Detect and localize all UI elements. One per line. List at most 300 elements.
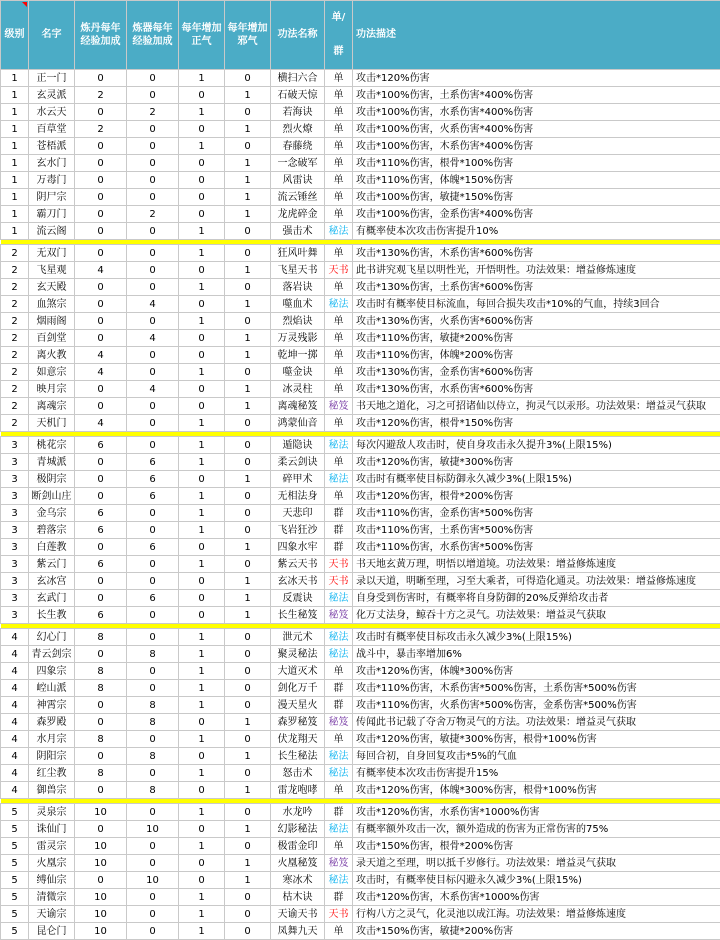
cell-alchemy-exp: 0 <box>75 748 127 765</box>
cell-righteous: 0 <box>179 782 225 799</box>
cell-evil: 1 <box>225 87 271 104</box>
cell-target-type: 群 <box>325 697 353 714</box>
cell-skill-desc: 传闻此书记载了夺舍万物灵气的方法。功法效果：增益灵气获取 <box>353 714 720 731</box>
cell-skill-name: 流云锤丝 <box>271 189 325 206</box>
cell-skill-name: 枯木诀 <box>271 889 325 906</box>
cell-evil: 0 <box>225 923 271 940</box>
cell-righteous: 0 <box>179 296 225 313</box>
cell-level: 3 <box>1 590 29 607</box>
cell-forging-exp: 0 <box>127 765 179 782</box>
cell-level: 3 <box>1 488 29 505</box>
cell-skill-name: 冰灵柱 <box>271 381 325 398</box>
cell-evil: 0 <box>225 804 271 821</box>
cell-skill-name: 鸿蒙仙音 <box>271 415 325 432</box>
cell-skill-name: 泄元术 <box>271 629 325 646</box>
cell-level: 3 <box>1 471 29 488</box>
cell-level: 5 <box>1 855 29 872</box>
cell-evil: 1 <box>225 398 271 415</box>
cell-righteous: 1 <box>179 629 225 646</box>
cell-target-type: 单 <box>325 663 353 680</box>
table-row <box>1 765 720 782</box>
cell-alchemy-exp: 0 <box>75 714 127 731</box>
header-skill-desc: 功法描述 <box>353 1 720 70</box>
cell-forging-exp: 0 <box>127 855 179 872</box>
cell-target-type: 单 <box>325 172 353 189</box>
cell-target-type: 单 <box>325 245 353 262</box>
cell-skill-desc: 攻击*110%伤害，根骨*100%伤害 <box>353 155 720 172</box>
cell-level: 1 <box>1 223 29 240</box>
cell-forging-exp: 0 <box>127 680 179 697</box>
cell-level: 4 <box>1 731 29 748</box>
cell-sect-name: 灵泉宗 <box>29 804 75 821</box>
cell-skill-desc: 攻击*130%伤害，木系伤害*600%伤害 <box>353 245 720 262</box>
cell-sect-name: 红尘教 <box>29 765 75 782</box>
cell-target-type: 秘法 <box>325 437 353 454</box>
cell-forging-exp: 0 <box>127 279 179 296</box>
cell-skill-name: 玄冰天书 <box>271 573 325 590</box>
cell-righteous: 0 <box>179 573 225 590</box>
cell-righteous: 1 <box>179 505 225 522</box>
cell-level: 2 <box>1 347 29 364</box>
cell-level: 5 <box>1 838 29 855</box>
cell-righteous: 1 <box>179 731 225 748</box>
cell-alchemy-exp: 0 <box>75 398 127 415</box>
cell-skill-desc: 攻击*120%伤害，体魄*300%伤害，根骨*100%伤害 <box>353 782 720 799</box>
cell-skill-desc: 攻击*100%伤害，金系伤害*400%伤害 <box>353 206 720 223</box>
cell-skill-desc: 攻击*110%伤害，体魄*200%伤害 <box>353 347 720 364</box>
cell-evil: 1 <box>225 821 271 838</box>
cell-sect-name: 火凰宗 <box>29 855 75 872</box>
cell-skill-name: 乾坤一掷 <box>271 347 325 364</box>
cell-skill-desc: 录以天道，明晰至理，习至大乘者，可得造化通灵。功法效果：增益修炼速度 <box>353 573 720 590</box>
cell-target-type: 群 <box>325 889 353 906</box>
cell-evil: 1 <box>225 347 271 364</box>
cell-skill-name: 狂风叶舞 <box>271 245 325 262</box>
table-row <box>1 279 720 296</box>
table-row <box>1 629 720 646</box>
table-row <box>1 906 720 923</box>
cell-target-type: 单 <box>325 313 353 330</box>
cell-sect-name: 如意宗 <box>29 364 75 381</box>
cell-target-type: 群 <box>325 522 353 539</box>
cell-forging-exp: 0 <box>127 262 179 279</box>
cell-righteous: 0 <box>179 87 225 104</box>
cell-alchemy-exp: 4 <box>75 347 127 364</box>
cell-target-type: 秘法 <box>325 748 353 765</box>
cell-skill-name: 幻影秘法 <box>271 821 325 838</box>
cell-evil: 0 <box>225 731 271 748</box>
header-target-type: 单/群 <box>325 1 353 70</box>
cell-forging-exp: 0 <box>127 629 179 646</box>
cell-level: 4 <box>1 697 29 714</box>
cell-level: 4 <box>1 663 29 680</box>
table-row <box>1 121 720 138</box>
cell-forging-exp: 6 <box>127 488 179 505</box>
cell-target-type: 单 <box>325 364 353 381</box>
cell-righteous: 0 <box>179 471 225 488</box>
cell-skill-name: 飞星天书 <box>271 262 325 279</box>
cell-forging-exp: 8 <box>127 646 179 663</box>
cell-evil: 0 <box>225 556 271 573</box>
cell-alchemy-exp: 4 <box>75 415 127 432</box>
cell-evil: 0 <box>225 646 271 663</box>
cell-alchemy-exp: 8 <box>75 663 127 680</box>
cell-alchemy-exp: 10 <box>75 804 127 821</box>
cell-sect-name: 流云阁 <box>29 223 75 240</box>
cell-alchemy-exp: 8 <box>75 680 127 697</box>
cell-target-type: 单 <box>325 415 353 432</box>
cell-forging-exp: 8 <box>127 697 179 714</box>
cell-evil: 1 <box>225 172 271 189</box>
header-evil: 每年增加邪气 <box>225 1 271 70</box>
cell-evil: 1 <box>225 872 271 889</box>
table-row <box>1 471 720 488</box>
cell-skill-name: 落岩诀 <box>271 279 325 296</box>
cell-righteous: 1 <box>179 697 225 714</box>
table-row <box>1 70 720 87</box>
cell-evil: 1 <box>225 330 271 347</box>
table-row <box>1 296 720 313</box>
cell-evil: 1 <box>225 782 271 799</box>
cell-target-type: 单 <box>325 87 353 104</box>
cell-sect-name: 崆山派 <box>29 680 75 697</box>
table-row <box>1 607 720 624</box>
cell-alchemy-exp: 0 <box>75 646 127 663</box>
cell-alchemy-exp: 0 <box>75 697 127 714</box>
cell-target-type: 群 <box>325 505 353 522</box>
cell-sect-name: 幻心门 <box>29 629 75 646</box>
cell-forging-exp: 2 <box>127 104 179 121</box>
cell-sect-name: 血煞宗 <box>29 296 75 313</box>
table-row <box>1 206 720 223</box>
cell-alchemy-exp: 0 <box>75 138 127 155</box>
cell-righteous: 0 <box>179 330 225 347</box>
cell-righteous: 1 <box>179 279 225 296</box>
table-row <box>1 556 720 573</box>
cell-alchemy-exp: 0 <box>75 872 127 889</box>
cell-skill-name: 紫云天书 <box>271 556 325 573</box>
table-row <box>1 714 720 731</box>
cell-forging-exp: 0 <box>127 245 179 262</box>
cell-skill-desc: 攻击*110%伤害，金系伤害*500%伤害 <box>353 505 720 522</box>
cell-alchemy-exp: 8 <box>75 629 127 646</box>
cell-evil: 1 <box>225 155 271 172</box>
cell-righteous: 0 <box>179 539 225 556</box>
cell-skill-name: 凤舞九天 <box>271 923 325 940</box>
cell-evil: 0 <box>225 663 271 680</box>
cell-righteous: 1 <box>179 646 225 663</box>
cell-sect-name: 烟雨阁 <box>29 313 75 330</box>
table-row <box>1 539 720 556</box>
cell-alchemy-exp: 0 <box>75 155 127 172</box>
cell-alchemy-exp: 0 <box>75 454 127 471</box>
cell-alchemy-exp: 0 <box>75 223 127 240</box>
cell-righteous: 1 <box>179 138 225 155</box>
cell-sect-name: 百剑堂 <box>29 330 75 347</box>
cell-righteous: 0 <box>179 607 225 624</box>
cell-target-type: 秘法 <box>325 629 353 646</box>
table-row <box>1 782 720 799</box>
cell-alchemy-exp: 0 <box>75 471 127 488</box>
cell-alchemy-exp: 0 <box>75 782 127 799</box>
table-row <box>1 923 720 940</box>
cell-skill-name: 天悲印 <box>271 505 325 522</box>
cell-forging-exp: 8 <box>127 782 179 799</box>
cell-alchemy-exp: 6 <box>75 505 127 522</box>
cell-alchemy-exp: 6 <box>75 556 127 573</box>
cell-level: 2 <box>1 415 29 432</box>
cell-target-type: 秘笈 <box>325 398 353 415</box>
cell-level: 1 <box>1 70 29 87</box>
cell-skill-desc: 攻击*110%伤害，木系伤害*500%伤害，土系伤害*500%伤害 <box>353 680 720 697</box>
cell-evil: 1 <box>225 206 271 223</box>
cell-evil: 1 <box>225 262 271 279</box>
cell-evil: 1 <box>225 121 271 138</box>
cell-level: 1 <box>1 121 29 138</box>
cell-target-type: 单 <box>325 838 353 855</box>
cell-forging-exp: 4 <box>127 330 179 347</box>
cell-forging-exp: 8 <box>127 748 179 765</box>
cell-level: 1 <box>1 172 29 189</box>
table-row <box>1 262 720 279</box>
cell-forging-exp: 4 <box>127 381 179 398</box>
cell-alchemy-exp: 0 <box>75 172 127 189</box>
cell-forging-exp: 0 <box>127 731 179 748</box>
table-row <box>1 748 720 765</box>
cell-skill-name: 万灵残影 <box>271 330 325 347</box>
cell-righteous: 0 <box>179 189 225 206</box>
cell-skill-desc: 攻击*120%伤害，敏捷*300%伤害，根骨*100%伤害 <box>353 731 720 748</box>
cell-level: 3 <box>1 607 29 624</box>
cell-target-type: 单 <box>325 381 353 398</box>
cell-target-type: 秘法 <box>325 872 353 889</box>
cell-forging-exp: 0 <box>127 804 179 821</box>
cell-target-type: 单 <box>325 488 353 505</box>
cell-sect-name: 玄武门 <box>29 590 75 607</box>
cell-righteous: 1 <box>179 838 225 855</box>
cell-righteous: 0 <box>179 155 225 172</box>
cell-alchemy-exp: 10 <box>75 838 127 855</box>
cell-target-type: 单 <box>325 454 353 471</box>
cell-level: 3 <box>1 505 29 522</box>
cell-evil: 0 <box>225 437 271 454</box>
cell-skill-name: 若海诀 <box>271 104 325 121</box>
cell-forging-exp: 10 <box>127 872 179 889</box>
table-row <box>1 663 720 680</box>
cell-alchemy-exp: 6 <box>75 607 127 624</box>
cell-level: 5 <box>1 906 29 923</box>
cell-evil: 1 <box>225 590 271 607</box>
cell-skill-desc: 有概率额外攻击一次，额外造成的伤害为正常伤害的75% <box>353 821 720 838</box>
table-row <box>1 889 720 906</box>
cell-target-type: 单 <box>325 155 353 172</box>
cell-level: 2 <box>1 262 29 279</box>
cell-skill-desc: 每次闪避敌人攻击时，使自身攻击永久提升3%(上限15%) <box>353 437 720 454</box>
cell-forging-exp: 0 <box>127 522 179 539</box>
cell-skill-name: 石破天惊 <box>271 87 325 104</box>
cell-evil: 1 <box>225 607 271 624</box>
cell-righteous: 0 <box>179 855 225 872</box>
cell-skill-desc: 书天地玄黄万理，明悟以增道境。功法效果：增益修炼速度 <box>353 556 720 573</box>
cell-skill-desc: 录天道之至理，明以抵千岁修行。功法效果：增益灵气获取 <box>353 855 720 872</box>
cell-skill-desc: 攻击*100%伤害，木系伤害*400%伤害 <box>353 138 720 155</box>
cell-target-type: 秘法 <box>325 765 353 782</box>
cell-alchemy-exp: 0 <box>75 590 127 607</box>
cell-evil: 0 <box>225 488 271 505</box>
table-row <box>1 172 720 189</box>
cell-skill-desc: 攻击*130%伤害，土系伤害*600%伤害 <box>353 279 720 296</box>
cell-sect-name: 玄冰宫 <box>29 573 75 590</box>
cell-skill-desc: 攻击*120%伤害，敏捷*300%伤害 <box>353 454 720 471</box>
cell-level: 3 <box>1 539 29 556</box>
cell-forging-exp: 10 <box>127 821 179 838</box>
cell-level: 2 <box>1 279 29 296</box>
cell-skill-name: 龙虎碎金 <box>271 206 325 223</box>
cell-level: 2 <box>1 330 29 347</box>
table-row <box>1 223 720 240</box>
table-row <box>1 573 720 590</box>
cell-sect-name: 碧落宗 <box>29 522 75 539</box>
cell-sect-name: 青云剑宗 <box>29 646 75 663</box>
cell-forging-exp: 6 <box>127 454 179 471</box>
cell-alchemy-exp: 10 <box>75 889 127 906</box>
cell-target-type: 天书 <box>325 573 353 590</box>
cell-skill-desc: 攻击*150%伤害，根骨*200%伤害 <box>353 838 720 855</box>
cell-level: 1 <box>1 138 29 155</box>
cell-target-type: 天书 <box>325 556 353 573</box>
cell-sect-name: 玄灵派 <box>29 87 75 104</box>
cell-forging-exp: 0 <box>127 906 179 923</box>
table-row <box>1 138 720 155</box>
cell-righteous: 0 <box>179 872 225 889</box>
cell-target-type: 秘笈 <box>325 855 353 872</box>
cell-target-type: 秘笈 <box>325 607 353 624</box>
cell-evil: 0 <box>225 629 271 646</box>
cell-righteous: 0 <box>179 121 225 138</box>
cell-forging-exp: 0 <box>127 347 179 364</box>
cell-sect-name: 离魂宗 <box>29 398 75 415</box>
cell-righteous: 1 <box>179 488 225 505</box>
cell-evil: 1 <box>225 855 271 872</box>
cell-sect-name: 万毒门 <box>29 172 75 189</box>
cell-level: 3 <box>1 556 29 573</box>
cell-alchemy-exp: 10 <box>75 855 127 872</box>
table-row <box>1 697 720 714</box>
cell-level: 4 <box>1 782 29 799</box>
cell-skill-name: 剑化万千 <box>271 680 325 697</box>
cell-skill-name: 聚灵秘法 <box>271 646 325 663</box>
table-row <box>1 646 720 663</box>
cell-evil: 0 <box>225 415 271 432</box>
cell-target-type: 秘法 <box>325 471 353 488</box>
cell-alchemy-exp: 0 <box>75 104 127 121</box>
cell-righteous: 1 <box>179 923 225 940</box>
cell-sect-name: 昆仑门 <box>29 923 75 940</box>
cell-skill-desc: 攻击*100%伤害，火系伤害*400%伤害 <box>353 121 720 138</box>
cell-evil: 0 <box>225 680 271 697</box>
cell-level: 1 <box>1 87 29 104</box>
cell-skill-desc: 攻击*120%伤害，根骨*200%伤害 <box>353 488 720 505</box>
cell-righteous: 0 <box>179 206 225 223</box>
cell-sect-name: 雷灵宗 <box>29 838 75 855</box>
cell-sect-name: 阴尸宗 <box>29 189 75 206</box>
cell-righteous: 0 <box>179 381 225 398</box>
cell-level: 4 <box>1 680 29 697</box>
cell-skill-desc: 攻击*120%伤害，根骨*150%伤害 <box>353 415 720 432</box>
cell-target-type: 单 <box>325 923 353 940</box>
cell-skill-desc: 攻击时有概率使目标流血，每回合损失攻击*10%的气血，持续3回合 <box>353 296 720 313</box>
cell-forging-exp: 0 <box>127 573 179 590</box>
cell-level: 3 <box>1 522 29 539</box>
cell-evil: 0 <box>225 906 271 923</box>
cell-skill-name: 伏龙翔天 <box>271 731 325 748</box>
cell-forging-exp: 6 <box>127 471 179 488</box>
cell-skill-desc: 攻击*120%伤害 <box>353 70 720 87</box>
cell-alchemy-exp: 0 <box>75 330 127 347</box>
cell-skill-desc: 书天地之道化，习之可招诸仙以侍立，拘灵气以汞形。功法效果：增益灵气获取 <box>353 398 720 415</box>
cell-alchemy-exp: 10 <box>75 906 127 923</box>
cell-skill-name: 无相法身 <box>271 488 325 505</box>
cell-target-type: 秘法 <box>325 223 353 240</box>
cell-forging-exp: 0 <box>127 121 179 138</box>
cell-sect-name: 缚仙宗 <box>29 872 75 889</box>
cell-alchemy-exp: 0 <box>75 245 127 262</box>
cell-skill-desc: 攻击*100%伤害，水系伤害*400%伤害 <box>353 104 720 121</box>
cell-alchemy-exp: 0 <box>75 189 127 206</box>
cell-alchemy-exp: 0 <box>75 539 127 556</box>
cell-righteous: 1 <box>179 454 225 471</box>
cell-target-type: 群 <box>325 539 353 556</box>
cell-level: 3 <box>1 573 29 590</box>
cell-sect-name: 桃花宗 <box>29 437 75 454</box>
cell-righteous: 1 <box>179 70 225 87</box>
cell-skill-desc: 攻击*100%伤害，敏捷*150%伤害 <box>353 189 720 206</box>
cell-sect-name: 玄水门 <box>29 155 75 172</box>
cell-alchemy-exp: 10 <box>75 923 127 940</box>
cell-skill-name: 遁隐诀 <box>271 437 325 454</box>
header-forging-exp: 炼器每年经验加成 <box>127 1 179 70</box>
header-righteous: 每年增加正气 <box>179 1 225 70</box>
cell-skill-name: 碎甲术 <box>271 471 325 488</box>
cell-skill-name: 天谕天书 <box>271 906 325 923</box>
cell-forging-exp: 0 <box>127 364 179 381</box>
table-row <box>1 330 720 347</box>
cell-evil: 0 <box>225 70 271 87</box>
cell-alchemy-exp: 4 <box>75 262 127 279</box>
cell-target-type: 单 <box>325 104 353 121</box>
cell-forging-exp: 8 <box>127 714 179 731</box>
cell-righteous: 0 <box>179 172 225 189</box>
cell-level: 4 <box>1 714 29 731</box>
table-row <box>1 245 720 262</box>
cell-skill-name: 怒击术 <box>271 765 325 782</box>
cell-righteous: 1 <box>179 245 225 262</box>
cell-skill-desc: 攻击*120%伤害，水系伤害*1000%伤害 <box>353 804 720 821</box>
cell-skill-desc: 攻击*110%伤害，火系伤害*500%伤害，金系伤害*500%伤害 <box>353 697 720 714</box>
cell-sect-name: 森罗殿 <box>29 714 75 731</box>
cell-alchemy-exp: 0 <box>75 279 127 296</box>
table-row <box>1 454 720 471</box>
cell-evil: 0 <box>225 765 271 782</box>
cell-alchemy-exp: 0 <box>75 381 127 398</box>
cell-skill-name: 风雷诀 <box>271 172 325 189</box>
cell-forging-exp: 4 <box>127 296 179 313</box>
cell-righteous: 1 <box>179 223 225 240</box>
cell-righteous: 1 <box>179 313 225 330</box>
cell-skill-desc: 自身受到伤害时，有概率将自身防御的20%反弹给攻击者 <box>353 590 720 607</box>
cell-sect-name: 天机门 <box>29 415 75 432</box>
cell-skill-desc: 攻击*120%伤害，木系伤害*1000%伤害 <box>353 889 720 906</box>
